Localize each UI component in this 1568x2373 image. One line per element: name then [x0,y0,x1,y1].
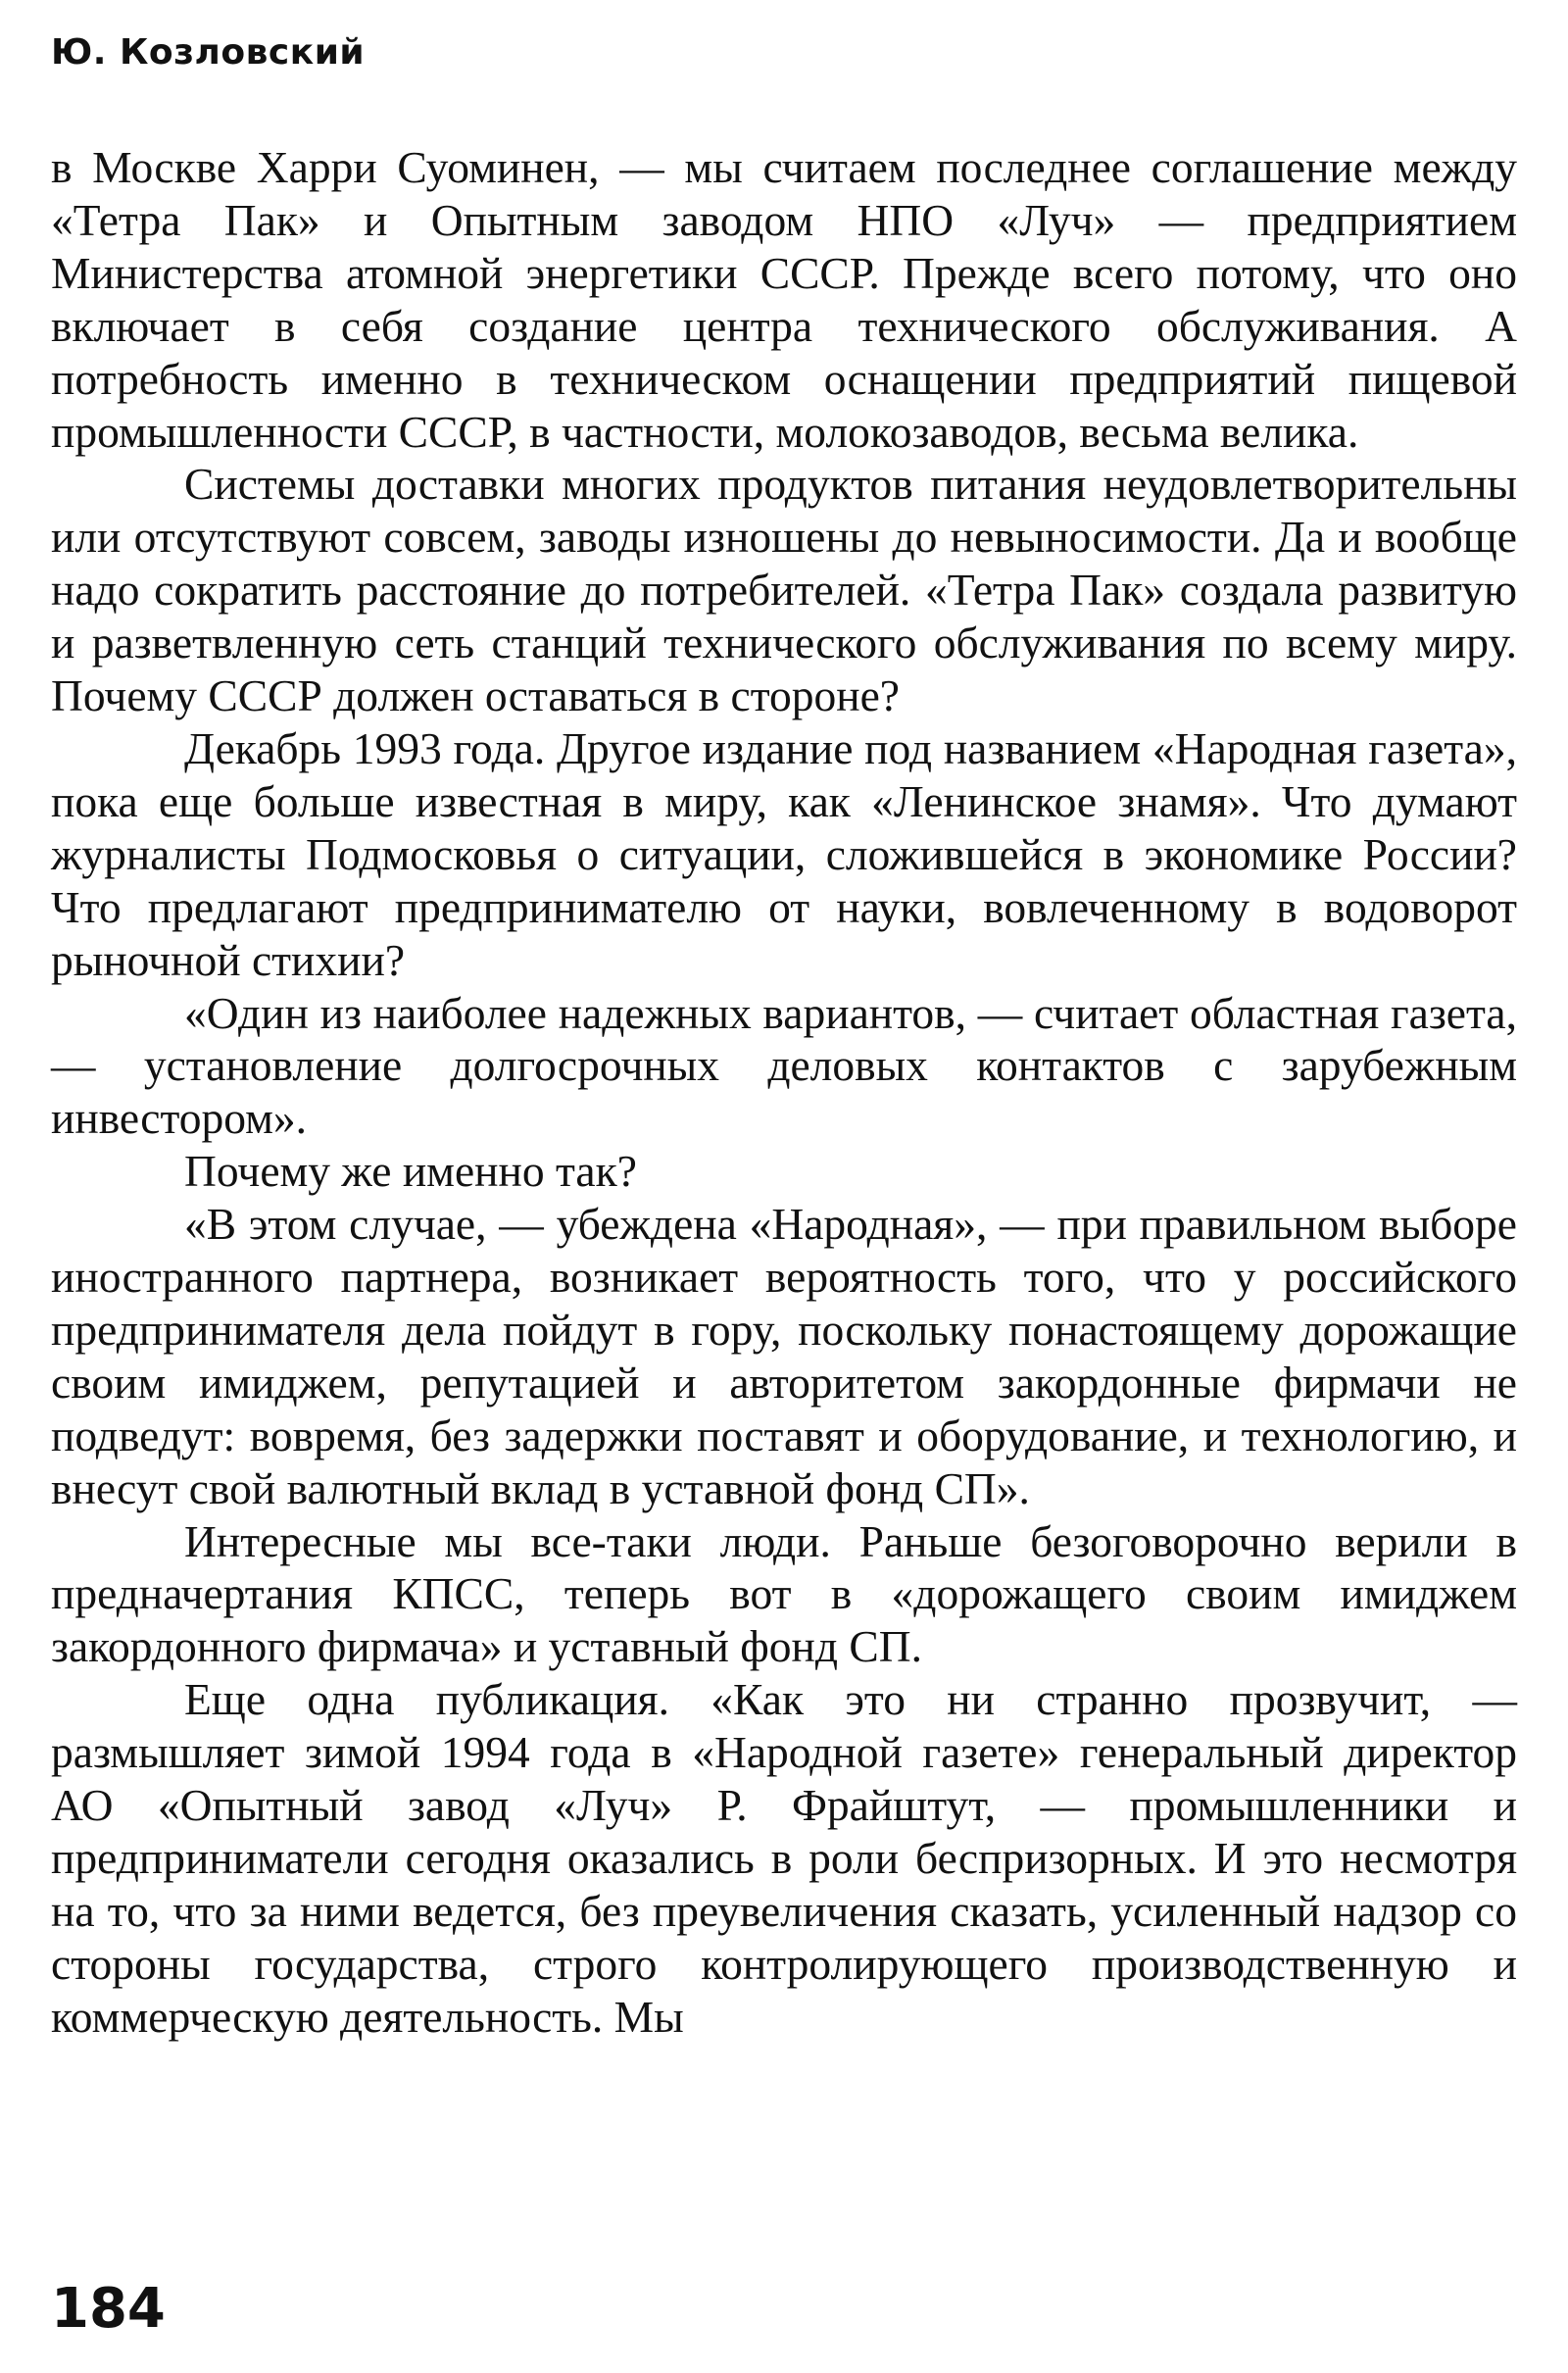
paragraph: Почему же именно так? [184,1146,637,1197]
paragraph: Интересные мы все-таки люди. Раньше безоговорочно верили в предначертания КПСС, теперь вот в «дорожащего своим имиджем закордонного фирмача» и уставный фонд СП. [51,1515,1517,1672]
paragraph: Системы доставки многих продуктов питания неудовлетворительны или отсутствуют совсем, заводы изношены до невыносимости. Да и вообще надо сократить расстояние до потребителей. «Тетра Пак» создала развитую и разветвленную сеть станций технического обслуживания по всему миру. Почему СССР должен оставаться в стороне? [51,459,1517,721]
paragraph: «Один из наиболее надежных вариантов, — считает областная газета, — установление долгосрочных деловых контактов с зарубежным инвестором». [51,987,1517,1144]
page-number: 184 [51,2277,166,2341]
paragraph: «В этом случае, — убеждена «Народная», — при правильном выборе иностранного партнера, возникает вероятность того, что у российского предпринимателя дела пойдут в гору, поскольку понастоящему дорожащие своим имиджем, репутацией и авторитетом закордонные фирмачи не подведут: вовремя, без задержки поставят и оборудование, и технологию, и внесут свой валютный вклад в уставной фонд СП». [51,1199,1517,1513]
page-body [51,141,1517,2044]
paragraph: в Москве Харри Суоминен, — мы считаем последнее соглашение между «Тетра Пак» и Опытным заводом НПО «Луч» — предприятием Министерства атомной энергетики СССР. Прежде всего потому, что оно включает в себя создание центра технического обслуживания. А потребность именно в техническом оснащении предприятий пищевой промышленности СССР, в частности, молокозаводов, весьма велика. [51,142,1517,457]
running-title: Ю. Козловский [51,32,366,73]
paragraph: Декабрь 1993 года. Другое издание под названием «Народная газета», пока еще больше известная в миру, как «Ленинское знамя». Что думают журналисты Подмосковья о ситуации, сложившейся в экономике России? Что предлагают предпринимателю от науки, вовлеченному в водоворот рыночной стихии? [51,722,1517,985]
paragraph: Еще одна публикация. «Как это ни странно прозвучит, — размышляет зимой 1994 года в «Народной газете» генеральный директор АО «Опытный завод «Луч» Р. Фрайштут, — промышленники и предприниматели сегодня оказались в роли беспризорных. И это несмотря на то, что за ними ведется, без преувеличения сказать, усиленный надзор со стороны государства, строго контролирующего производственную и коммерческую деятельность. Мы [51,1674,1517,2042]
